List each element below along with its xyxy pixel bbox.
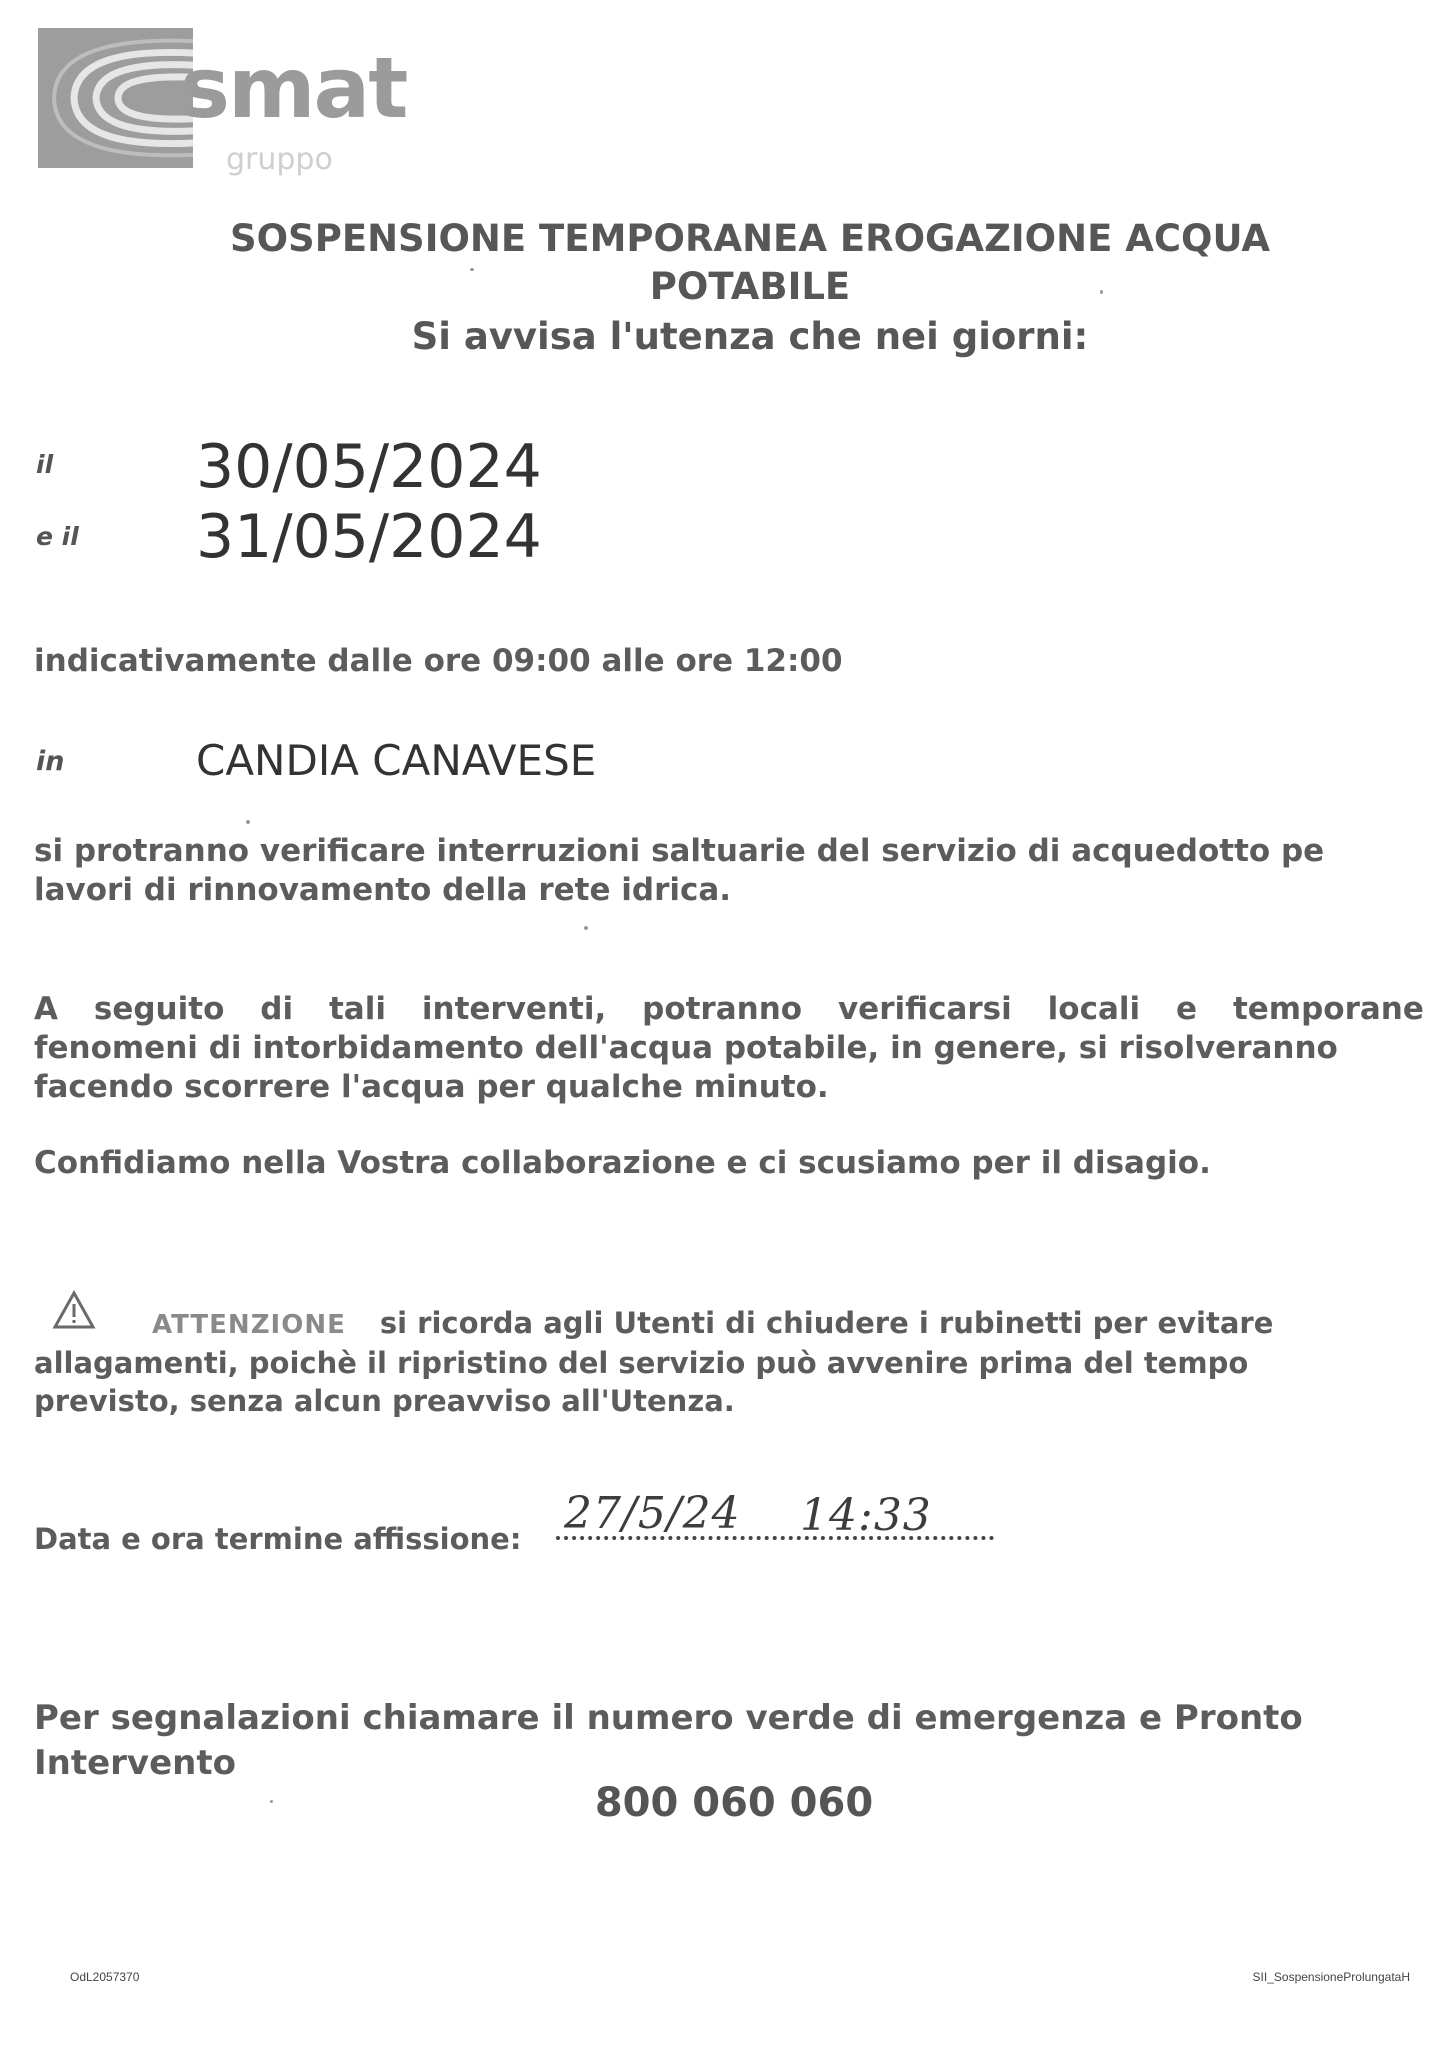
justified-word: tali	[328, 991, 386, 1027]
contact-block	[34, 1696, 1424, 1786]
footer-template-code: SII_SospensioneProlungataH	[1252, 1970, 1410, 1984]
warning-text: si ricorda agli Utenti di chiudere i rubinetti per evitare	[379, 1306, 1274, 1340]
justified-word: A	[34, 991, 58, 1027]
scan-speck	[470, 268, 474, 271]
scan-speck	[246, 820, 250, 824]
scan-speck	[270, 1800, 273, 1803]
date-value-1: 30/05/2024	[196, 432, 542, 502]
warning-line: previsto, senza alcun preavviso all'Utenza.	[34, 1384, 735, 1418]
paragraph-line: facendo scorrere l'acqua per qualche minuto.	[34, 1069, 829, 1105]
location-label: in	[36, 746, 65, 777]
warning-line: allagamenti, poichè il ripristino del servizio può avvenire prima del tempo	[34, 1346, 1249, 1380]
justified-word: seguito	[93, 991, 225, 1027]
scan-speck	[1100, 290, 1103, 294]
logo-subtitle: gruppo	[226, 142, 333, 177]
title-line-2: POTABILE	[649, 265, 851, 308]
warning-line	[34, 1304, 1424, 1344]
contact-line: Per segnalazioni chiamare il numero verde di emergenza e Pronto	[34, 1698, 1303, 1738]
handwritten-date: 27/5/24	[564, 1488, 741, 1539]
title-line-1: SOSPENSIONE TEMPORANEA EROGAZIONE ACQUA	[229, 217, 1271, 260]
posting-label: Data e ora termine affissione:	[34, 1522, 522, 1556]
paragraph-turbidity	[34, 990, 1424, 1107]
location-value: CANDIA CANAVESE	[196, 736, 597, 785]
paragraph-line: si protranno verificare interruzioni saltuarie del servizio di acquedotto pe	[34, 833, 1325, 869]
justified-word: temporane	[1232, 991, 1424, 1027]
paragraph-interruptions	[34, 832, 1424, 910]
logo-swirl-icon	[38, 28, 193, 168]
date-label-2: e il	[36, 522, 79, 551]
paragraph-line: fenomeni di intorbidamento dell'acqua potabile, in genere, si risolveranno	[34, 1030, 1338, 1066]
justified-word: e	[1176, 991, 1198, 1027]
intro-line: Si avvisa l'utenza che nei giorni:	[411, 315, 1089, 358]
paragraph-apology: Confidiamo nella Vostra collaborazione e ci scusiamo per il disagio.	[34, 1145, 1211, 1181]
date-value-2: 31/05/2024	[196, 502, 542, 572]
justified-line	[34, 990, 1424, 1029]
warning-block	[34, 1304, 1424, 1420]
logo-wordmark: smat	[180, 39, 407, 137]
contact-line: Intervento	[34, 1743, 236, 1783]
hours-text: indicativamente dalle ore 09:00 alle ore 12:00	[34, 643, 843, 679]
justified-word: verificarsi	[837, 991, 1012, 1027]
footer-order-code: OdL2057370	[70, 1970, 140, 1984]
handwritten-time: 14:33	[800, 1490, 932, 1541]
justified-word: potranno	[642, 991, 803, 1027]
justified-word: locali	[1047, 991, 1141, 1027]
paragraph-line: lavori di rinnovamento della rete idrica.	[34, 872, 732, 908]
emergency-phone-number: 800 060 060	[594, 1780, 874, 1826]
warning-word: ATTENZIONE	[152, 1310, 346, 1340]
scan-speck	[584, 926, 588, 930]
justified-word: interventi,	[421, 991, 607, 1027]
justified-word: di	[260, 991, 294, 1027]
date-label-1: il	[36, 450, 54, 479]
smat-logo	[38, 28, 407, 177]
